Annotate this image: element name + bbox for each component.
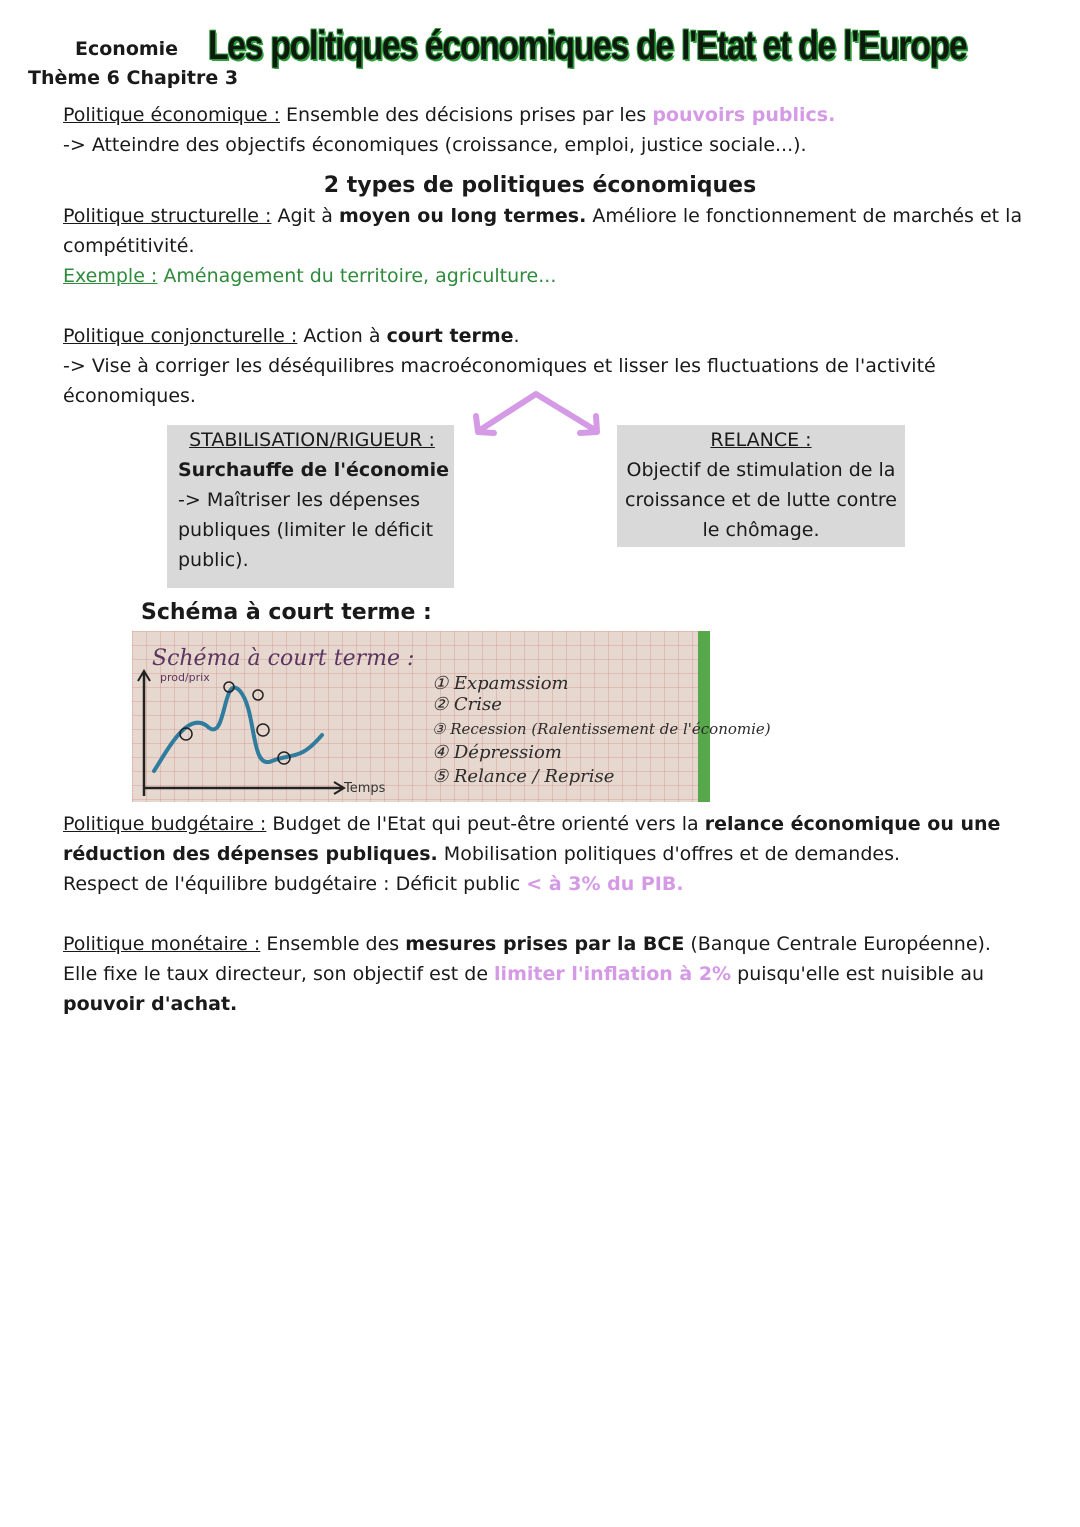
budget-deficit-highlight: < à 3% du PIB. [526,873,684,895]
stabilisation-title: STABILISATION/RIGUEUR : [189,429,435,451]
legend-item-2: ② Crise [432,694,502,715]
legend-item-1: ① Expamssiom [432,673,569,694]
inflation-highlight: limiter l'inflation à 2% [494,963,732,985]
monetaire-term: Politique monétaire : [63,933,261,955]
example-text: Aménagement du territoire, agriculture... [157,265,557,287]
x-axis-label: Temps [344,781,386,796]
legend-item-4: ④ Dépressiom [432,742,562,763]
structurelle-paragraph: Politique structurelle : Agit à moyen ou long termes. Améliore le fonctionnement de marchés et la compétitivité. Exemple : Aménagement du territoire, agriculture... [63,205,1023,287]
sketch-title: Schéma à court terme : [152,646,415,671]
intro-paragraph: Politique économique : Ensemble des décisions prises par les pouvoirs publics. -> Atteindre des objectifs économiques (croissance, emploi, justice sociale...). [63,104,836,156]
conjoncturelle-term: Politique conjoncturelle : [63,325,298,347]
split-arrow-icon [470,386,605,438]
legend-item-3: ③ Recession (Ralentissement de l'économie) [432,720,771,738]
intro-highlight: pouvoirs publics. [652,104,836,126]
relance-title: RELANCE : [710,429,812,451]
relance-box [617,425,905,547]
page-title: Les politiques économiques de l'Etat et de l'Europe [208,22,967,68]
budgetaire-paragraph: Politique budgétaire : Budget de l'Etat qui peut-être orienté vers la relance économique ou une réduction des dépenses publiques. Mobilisation politiques d'offres et de demandes. Respect de l'équilibre budgétaire : Déficit public < à 3% du PIB. [63,813,1001,895]
short-term-cycle-sketch [132,631,771,802]
theme-label: Thème 6 Chapitre 3 [28,67,239,89]
stabilisation-subtitle: Surchauffe de l'économie [178,459,450,481]
stabilisation-text: -> Maîtriser les dépenses publiques (limiter le déficit public). [178,489,434,571]
relance-text: Objectif de stimulation de la croissance et de lutte contre le chômage. [625,459,897,541]
conjoncturelle-paragraph: Politique conjoncturelle : Action à court terme. -> Vise à corriger les déséquilibres macroéconomiques et lisser les fluctuations de l'activité économiques. [63,325,936,407]
y-axis-label: prod/prix [160,671,210,684]
legend-item-5: ⑤ Relance / Reprise [432,766,615,787]
budgetaire-term: Politique budgétaire : [63,813,267,835]
intro-term: Politique économique : [63,104,280,126]
stabilisation-box [167,425,454,588]
subject-label: Economie [75,38,179,60]
structurelle-term: Politique structurelle : [63,205,272,227]
schema-heading: Schéma à court terme : [141,600,432,625]
example-label: Exemple : [63,265,158,287]
monetaire-paragraph: Politique monétaire : Ensemble des mesures prises par la BCE (Banque Centrale Européenne). Elle fixe le taux directeur, son objectif est de limiter l'inflation à 2% puisqu'elle est nuisible au pouvoir d'achat. [63,933,991,1015]
types-title: 2 types de politiques économiques [323,173,757,198]
